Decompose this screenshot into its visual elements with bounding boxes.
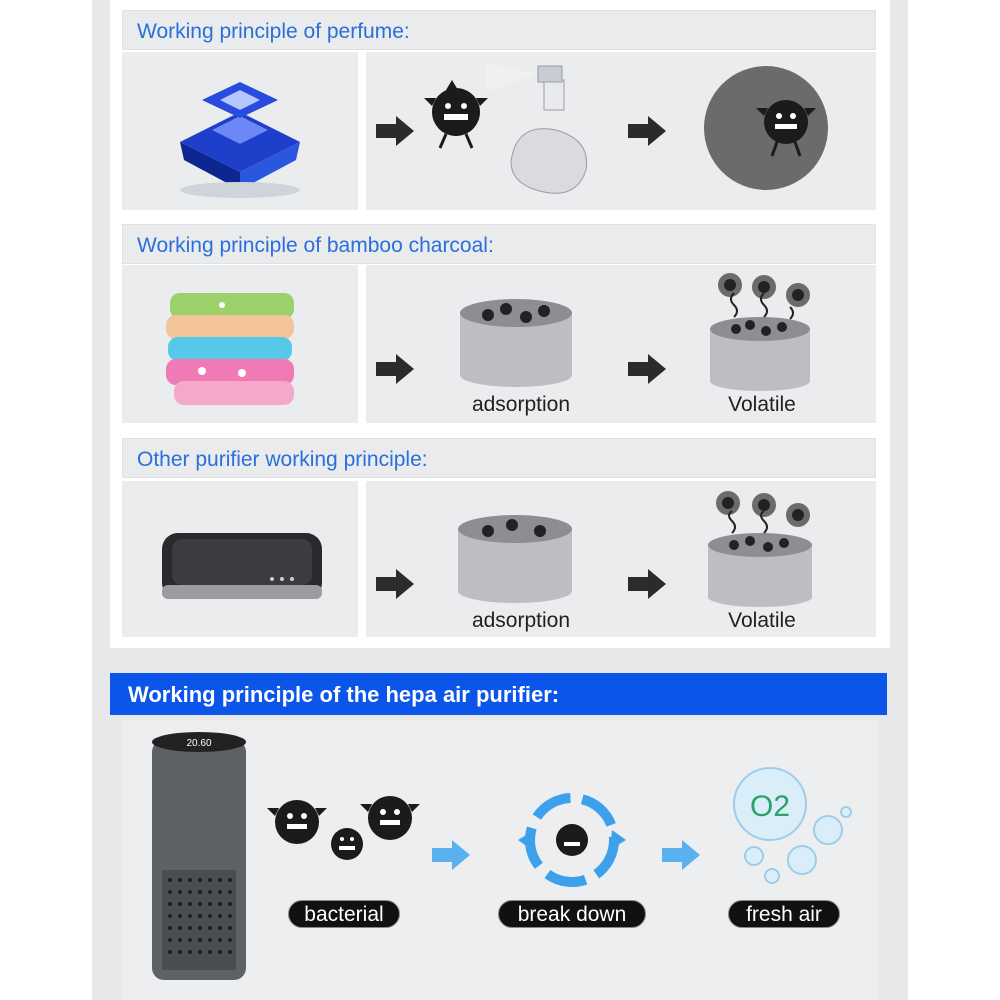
germ-monster-icon — [424, 80, 488, 148]
arrow-right-icon — [628, 116, 666, 146]
o2-label: O2 — [749, 790, 791, 823]
arrow-right-icon — [376, 569, 414, 599]
purifier-display-reading: 20.60 — [186, 738, 212, 749]
break-down-label: break down — [498, 900, 646, 928]
hepa-purifier-device-icon — [152, 732, 246, 980]
arrow-right-icon — [376, 354, 414, 384]
perfume-section-header — [122, 10, 876, 50]
hepa-banner — [110, 673, 887, 715]
volatile-cylinder-icon — [708, 491, 812, 607]
perfume-process-cell — [366, 52, 876, 210]
hepa-banner-title: Working principle of the hepa air purifier: — [128, 682, 560, 707]
hepa-diagram-area — [122, 720, 878, 1000]
car-purifier-device-icon — [122, 481, 358, 637]
arrow-right-icon — [376, 116, 414, 146]
charcoal-bags-icon — [122, 265, 358, 423]
charcoal-cylinder-icon — [458, 515, 572, 603]
spray-bottle-icon — [486, 62, 587, 193]
charcoal-cylinder-icon — [460, 299, 572, 387]
germ-monster-icon — [267, 800, 327, 844]
adsorption-caption: adsorption — [471, 609, 571, 632]
other-section-title: Other purifier working principle: — [137, 448, 428, 471]
volatile-caption: Volatile — [728, 609, 796, 632]
arrow-right-icon — [628, 354, 666, 384]
bamboo-section-header — [122, 224, 876, 264]
germ-monster-icon — [331, 828, 363, 860]
arrow-right-icon — [628, 569, 666, 599]
perfume-section-title: Working principle of perfume: — [137, 20, 410, 43]
fresh-air-label: fresh air — [728, 900, 840, 928]
adsorption-caption: adsorption — [471, 393, 571, 416]
other-product-cell — [122, 481, 358, 637]
bamboo-product-cell — [122, 265, 358, 423]
germ-monster-icon — [360, 796, 420, 840]
oxygen-bubbles-icon — [734, 768, 851, 883]
crystal-perfume-icon — [122, 52, 358, 210]
perfume-product-cell — [122, 52, 358, 210]
bacterial-label: bacterial — [288, 900, 400, 928]
arrow-right-icon — [662, 840, 700, 870]
other-process-cell — [366, 481, 876, 637]
volatile-caption: Volatile — [728, 393, 796, 416]
other-section-header — [122, 438, 876, 478]
break-down-swirl-icon — [518, 798, 626, 882]
bamboo-section-title: Working principle of bamboo charcoal: — [137, 234, 494, 257]
perfume-process-diagram — [366, 52, 876, 210]
hepa-process-diagram — [122, 720, 878, 1000]
arrow-right-icon — [432, 840, 470, 870]
volatile-cylinder-icon — [710, 273, 810, 391]
bamboo-process-cell — [366, 265, 876, 423]
